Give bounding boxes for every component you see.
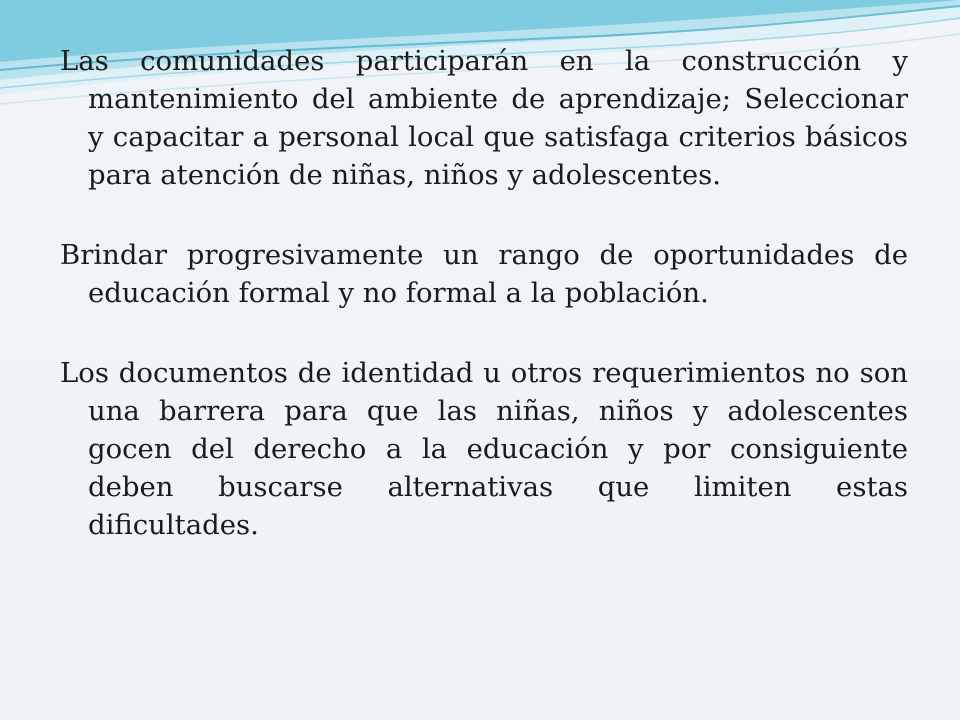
paragraph-comunidades: Las comunidades participarán en la construcción y mantenimiento del ambiente de aprendizaje; Seleccionar y capacitar a personal local que satisfaga criterios básicos para atención de niñas, niños y adolescentes. <box>60 45 908 191</box>
paragraph-documentos: Los documentos de identidad u otros requerimientos no son una barrera para que las niñas, niños y adolescentes gocen del derecho a la educación y por consiguiente deben buscarse alternativas que limiten estas dificultades. <box>60 357 908 541</box>
paragraph-oportunidades: Brindar progresivamente un rango de oportunidades de educación formal y no formal a la población. <box>60 239 908 309</box>
slide-body <box>60 42 908 586</box>
